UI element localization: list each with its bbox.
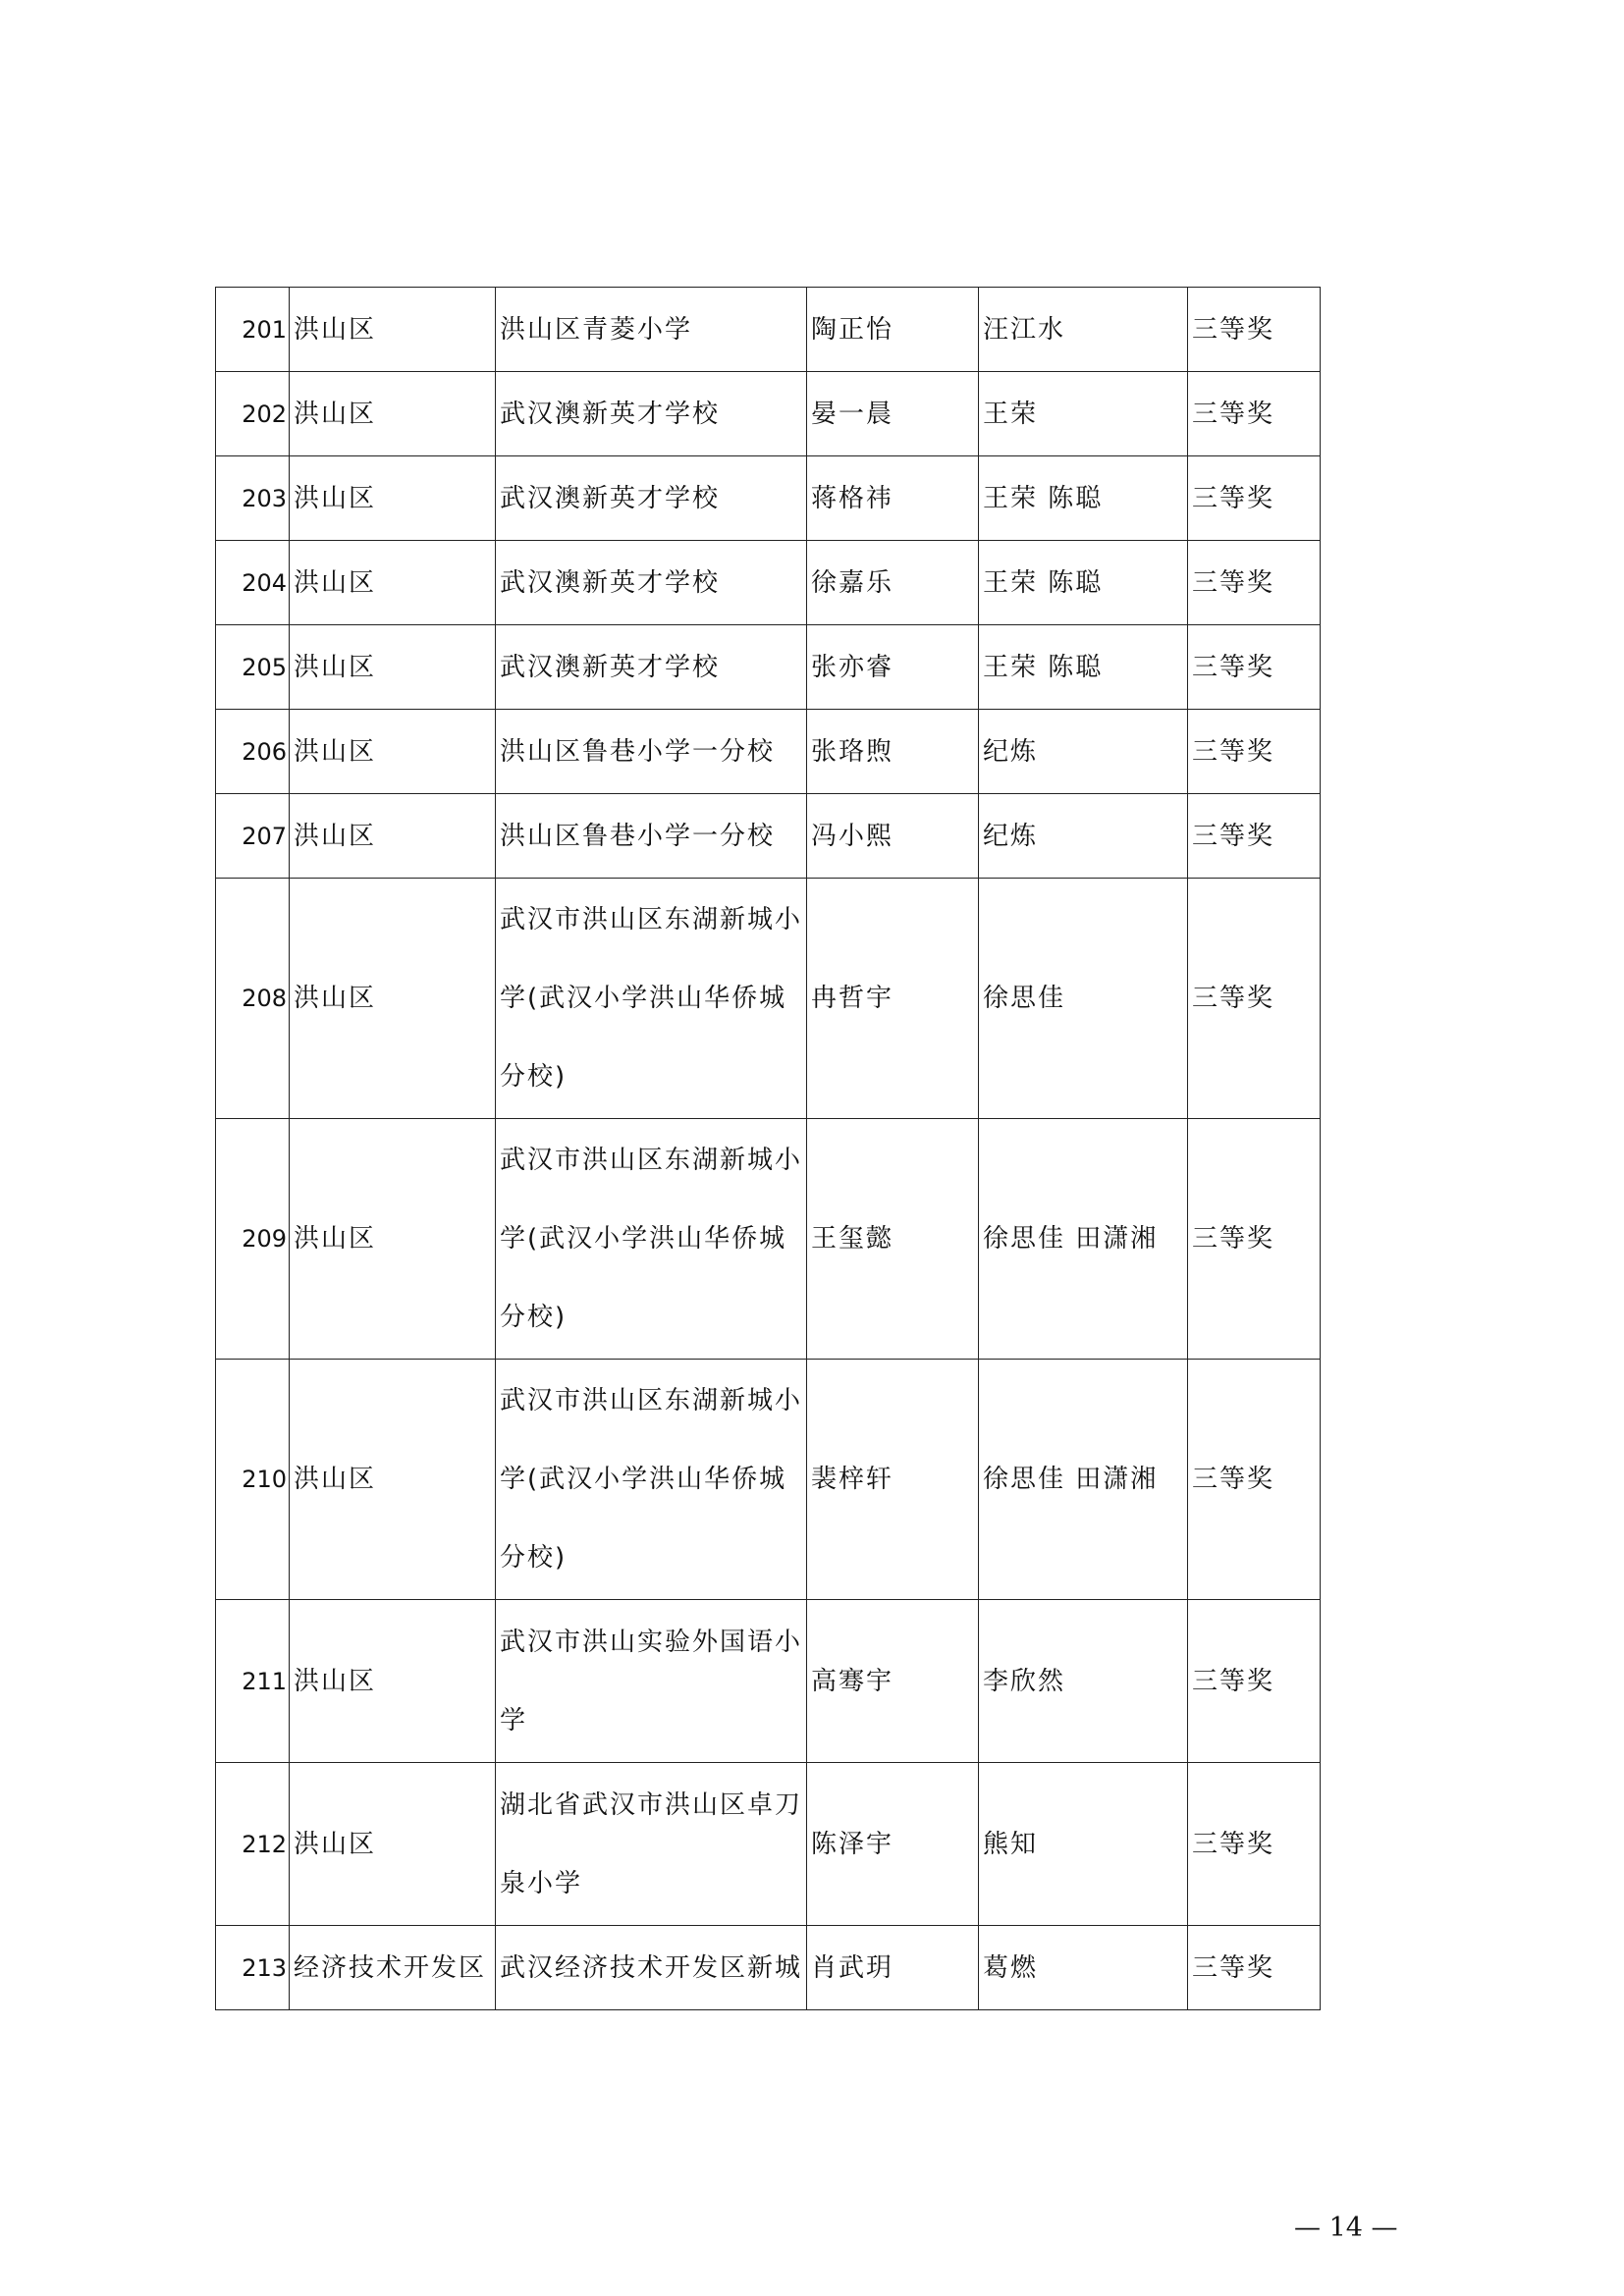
district-cell: 经济技术开发区	[290, 1926, 496, 2010]
awards-table-body	[216, 288, 1321, 2010]
district-cell: 洪山区	[290, 1119, 496, 1360]
school-cell: 武汉澳新英才学校	[496, 372, 807, 456]
student-cell: 冉哲宇	[807, 879, 979, 1119]
row-number: 201	[216, 288, 290, 372]
student-cell: 张珞煦	[807, 710, 979, 794]
district-cell: 洪山区	[290, 1360, 496, 1600]
table-row	[216, 541, 1321, 625]
row-number: 205	[216, 625, 290, 710]
school-cell: 湖北省武汉市洪山区卓刀泉小学	[496, 1763, 807, 1926]
teacher-cell: 徐思佳 田潇湘	[979, 1360, 1188, 1600]
school-cell: 武汉经济技术开发区新城	[496, 1926, 807, 2010]
table-row	[216, 1119, 1321, 1360]
teacher-cell: 王荣 陈聪	[979, 456, 1188, 541]
table-row	[216, 372, 1321, 456]
table-row	[216, 710, 1321, 794]
teacher-cell: 王荣 陈聪	[979, 625, 1188, 710]
student-cell: 蒋格祎	[807, 456, 979, 541]
row-number: 209	[216, 1119, 290, 1360]
table-row	[216, 1600, 1321, 1763]
district-cell: 洪山区	[290, 1600, 496, 1763]
row-number: 208	[216, 879, 290, 1119]
district-cell: 洪山区	[290, 541, 496, 625]
table-row	[216, 794, 1321, 879]
district-cell: 洪山区	[290, 372, 496, 456]
student-cell: 陈泽宇	[807, 1763, 979, 1926]
award-cell: 三等奖	[1188, 625, 1321, 710]
row-number: 204	[216, 541, 290, 625]
table-row	[216, 288, 1321, 372]
teacher-cell: 王荣 陈聪	[979, 541, 1188, 625]
award-cell: 三等奖	[1188, 1360, 1321, 1600]
teacher-cell: 纪炼	[979, 710, 1188, 794]
award-cell: 三等奖	[1188, 541, 1321, 625]
school-cell: 洪山区鲁巷小学一分校	[496, 710, 807, 794]
table-row	[216, 1763, 1321, 1926]
school-cell: 武汉市洪山区东湖新城小学(武汉小学洪山华侨城分校)	[496, 879, 807, 1119]
row-number: 207	[216, 794, 290, 879]
teacher-cell: 王荣	[979, 372, 1188, 456]
award-cell: 三等奖	[1188, 1600, 1321, 1763]
teacher-cell: 汪江水	[979, 288, 1188, 372]
student-cell: 晏一晨	[807, 372, 979, 456]
school-cell: 武汉市洪山区东湖新城小学(武汉小学洪山华侨城分校)	[496, 1119, 807, 1360]
award-cell: 三等奖	[1188, 1763, 1321, 1926]
award-cell: 三等奖	[1188, 1119, 1321, 1360]
district-cell: 洪山区	[290, 1763, 496, 1926]
row-number: 206	[216, 710, 290, 794]
table-row	[216, 1360, 1321, 1600]
row-number: 202	[216, 372, 290, 456]
teacher-cell: 徐思佳 田潇湘	[979, 1119, 1188, 1360]
award-cell: 三等奖	[1188, 372, 1321, 456]
table-row	[216, 456, 1321, 541]
table-row	[216, 625, 1321, 710]
award-cell: 三等奖	[1188, 879, 1321, 1119]
school-cell: 武汉市洪山区东湖新城小学(武汉小学洪山华侨城分校)	[496, 1360, 807, 1600]
school-cell: 武汉澳新英才学校	[496, 456, 807, 541]
awards-table	[215, 287, 1321, 2010]
award-cell: 三等奖	[1188, 710, 1321, 794]
district-cell: 洪山区	[290, 794, 496, 879]
row-number: 212	[216, 1763, 290, 1926]
district-cell: 洪山区	[290, 710, 496, 794]
student-cell: 王玺懿	[807, 1119, 979, 1360]
page-number: — 14 —	[1294, 2213, 1398, 2243]
student-cell: 裴梓轩	[807, 1360, 979, 1600]
row-number: 210	[216, 1360, 290, 1600]
teacher-cell: 熊知	[979, 1763, 1188, 1926]
school-cell: 武汉市洪山实验外国语小学	[496, 1600, 807, 1763]
school-cell: 武汉澳新英才学校	[496, 541, 807, 625]
student-cell: 肖武玥	[807, 1926, 979, 2010]
district-cell: 洪山区	[290, 456, 496, 541]
award-cell: 三等奖	[1188, 1926, 1321, 2010]
row-number: 213	[216, 1926, 290, 2010]
award-cell: 三等奖	[1188, 288, 1321, 372]
row-number: 211	[216, 1600, 290, 1763]
school-cell: 洪山区青菱小学	[496, 288, 807, 372]
district-cell: 洪山区	[290, 288, 496, 372]
student-cell: 冯小熙	[807, 794, 979, 879]
teacher-cell: 徐思佳	[979, 879, 1188, 1119]
award-cell: 三等奖	[1188, 794, 1321, 879]
teacher-cell: 纪炼	[979, 794, 1188, 879]
student-cell: 张亦睿	[807, 625, 979, 710]
award-cell: 三等奖	[1188, 456, 1321, 541]
student-cell: 陶正怡	[807, 288, 979, 372]
school-cell: 武汉澳新英才学校	[496, 625, 807, 710]
district-cell: 洪山区	[290, 879, 496, 1119]
school-cell: 洪山区鲁巷小学一分校	[496, 794, 807, 879]
teacher-cell: 李欣然	[979, 1600, 1188, 1763]
teacher-cell: 葛燃	[979, 1926, 1188, 2010]
table-row	[216, 879, 1321, 1119]
row-number: 203	[216, 456, 290, 541]
district-cell: 洪山区	[290, 625, 496, 710]
table-row	[216, 1926, 1321, 2010]
student-cell: 徐嘉乐	[807, 541, 979, 625]
student-cell: 高骞宇	[807, 1600, 979, 1763]
